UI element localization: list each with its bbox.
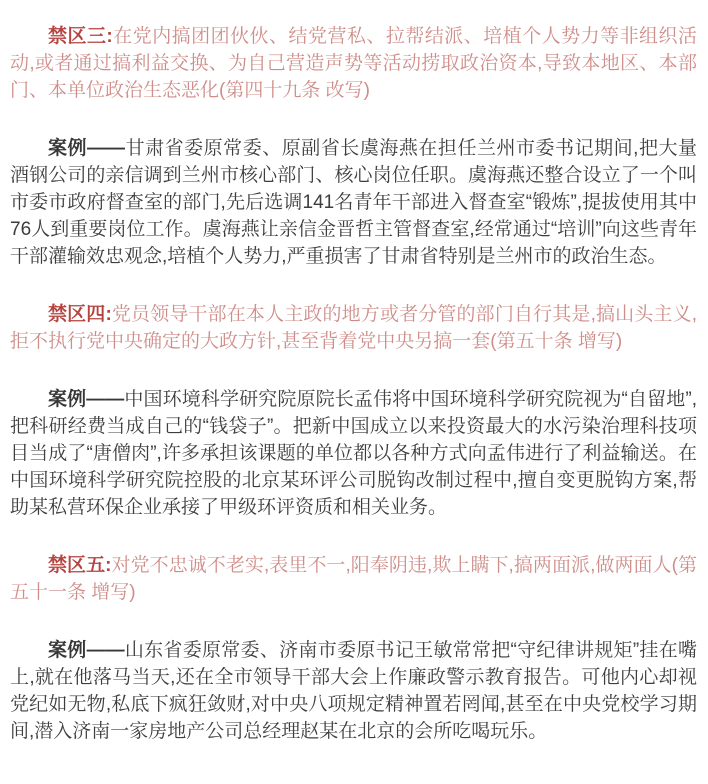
forbidden-zone-4-text: 党员领导干部在本人主政的地方或者分管的部门自行其是,搞山头主义,拒不执行党中央确定的大政方针,甚至背着党中央另搞一套(第五十条 增写) <box>10 304 697 352</box>
case-1-label: 案例—— <box>48 138 126 159</box>
forbidden-zone-5-label: 禁区五: <box>48 555 112 576</box>
forbidden-zone-5-paragraph <box>10 552 697 606</box>
case-paragraph-2 <box>10 386 697 521</box>
forbidden-zone-4-paragraph <box>10 301 697 355</box>
forbidden-zone-3-label: 禁区三: <box>48 26 113 47</box>
forbidden-zone-4-label: 禁区四: <box>48 304 112 325</box>
case-paragraph-1 <box>10 135 697 270</box>
forbidden-zone-5-text: 对党不忠诚不老实,表里不一,阳奉阴违,欺上瞒下,搞两面派,做两面人(第五十一条 增写) <box>10 555 697 603</box>
case-3-text: 山东省委原常委、济南市委原书记王敏常常把“守纪律讲规矩”挂在嘴上,就在他落马当天,还在全市领导干部大会上作廉政警示教育报告。可他内心却视党纪如无物,私底下疯狂敛财,对中央八项规定精神置若罔闻,甚至在中央党校学习期间,潜入济南一家房地产公司总经理赵某在北京的会所吃喝玩乐。 <box>10 640 697 742</box>
case-3-label: 案例—— <box>48 640 125 661</box>
case-2-label: 案例—— <box>48 389 125 410</box>
case-2-text: 中国环境科学研究院原院长孟伟将中国环境科学研究院视为“自留地”,把科研经费当成自己的“钱袋子”。把新中国成立以来投资最大的水污染治理科技项目当成了“唐僧肉”,许多承担该课题的单位都以各种方式向孟伟进行了利益输送。在中国环境科学研究院控股的北京某环评公司脱钩改制过程中,擅自变更脱钩方案,帮助某私营环保企业承接了甲级环评资质和相关业务。 <box>10 389 697 518</box>
forbidden-zone-3-paragraph <box>10 23 697 104</box>
forbidden-zone-3-text: 在党内搞团团伙伙、结党营私、拉帮结派、培植个人势力等非组织活动,或者通过搞利益交换、为自己营造声势等活动捞取政治资本,导致本地区、本部门、本单位政治生态恶化(第四十九条 改写) <box>10 26 698 101</box>
case-1-text: 甘肃省委原常委、原副省长虞海燕在担任兰州市委书记期间,把大量酒钢公司的亲信调到兰州市核心部门、核心岗位任职。虞海燕还整合设立了一个叫市委市政府督查室的部门,先后选调141名青年干部进入督查室“锻炼”,提拔使用其中76人到重要岗位工作。虞海燕让亲信金晋哲主管督查室,经常通过“培训”向这些青年干部灌输效忠观念,培植个人势力,严重损害了甘肃省特别是兰州市的政治生态。 <box>10 138 697 267</box>
case-paragraph-3 <box>10 637 697 745</box>
